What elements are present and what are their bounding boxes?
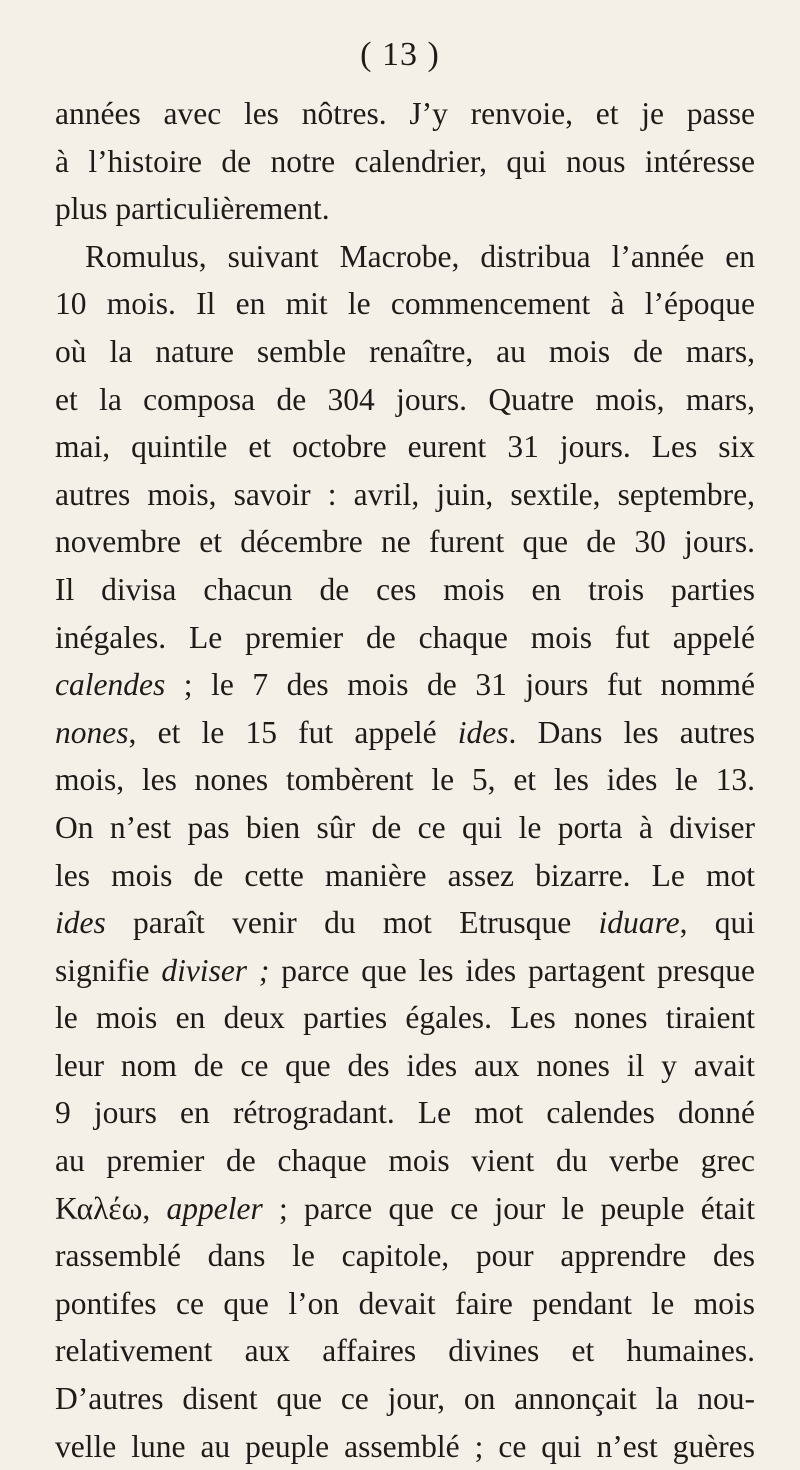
text-segment: Καλέω: [55, 1190, 143, 1226]
text-segment: rassemblé dans le capitole, pour apprendre des: [55, 1238, 755, 1274]
text-segment: On n’est pas bien sûr de ce qui le porta à diviser: [55, 809, 755, 845]
text-line: [55, 1423, 755, 1470]
text-segment: , qui: [679, 905, 755, 941]
text-segment: le mois en deux parties égales. Les nones tiraient: [55, 1000, 755, 1036]
text-segment: où la nature semble renaître, au mois de mars,: [55, 333, 755, 369]
text-line: [55, 90, 755, 138]
text-segment: mai, quintile et octobre eurent 31 jours. Les six: [55, 429, 755, 465]
text-segment: leur nom de ce que des ides aux nones il y avait: [55, 1047, 755, 1083]
italic-term: diviser ;: [161, 952, 270, 988]
text-line: [55, 1375, 755, 1423]
italic-term: ides: [457, 714, 509, 750]
text-segment: plus particulièrement.: [55, 191, 330, 227]
text-segment: inégales. Le premier de chaque mois fut appelé: [55, 619, 755, 655]
text-segment: les mois de cette manière assez bizarre. Le mot: [55, 857, 755, 893]
text-segment: D’autres disent que ce jour, on annonçait la nou-: [55, 1381, 755, 1417]
text-segment: 9 jours en rétrogradant. Le mot calendes donné: [55, 1095, 755, 1131]
text-line: [55, 566, 755, 614]
text-line: [55, 471, 755, 519]
italic-term: appeler: [166, 1190, 263, 1226]
text-segment: 10 mois. Il en mit le commencement à l’époque: [55, 286, 755, 322]
text-line: [55, 233, 755, 281]
text-segment: paraît venir du mot Etrusque: [105, 905, 599, 941]
text-line: [55, 804, 755, 852]
text-line: [55, 1185, 755, 1233]
italic-term: nones: [55, 714, 129, 750]
text-line: [55, 1042, 755, 1090]
italic-term: calendes: [55, 667, 166, 703]
text-line: [55, 185, 755, 233]
text-line: [55, 1327, 755, 1375]
text-line: [55, 1232, 755, 1280]
text-line: [55, 852, 755, 900]
text-line: [55, 518, 755, 566]
text-segment: velle lune au peuple assemblé ; ce qui n’est guères: [55, 1428, 755, 1464]
body-text: [55, 90, 755, 1470]
text-segment: à l’histoire de notre calendrier, qui nous intéresse: [55, 143, 755, 179]
text-segment: mois, les nones tombèrent le 5, et les ides le 13.: [55, 762, 755, 798]
text-line: [55, 1089, 755, 1137]
text-line: [55, 756, 755, 804]
text-segment: parce que les ides partagent presque: [269, 952, 755, 988]
text-line: [55, 899, 755, 947]
text-segment: et la composa de 304 jours. Quatre mois, mars,: [55, 381, 755, 417]
text-segment: Romulus, suivant Macrobe, distribua l’année en: [85, 238, 755, 274]
text-line: [55, 376, 755, 424]
text-segment: relativement aux affaires divines et humaines.: [55, 1333, 755, 1369]
italic-term: ides: [55, 905, 106, 941]
text-line: [55, 328, 755, 376]
text-line: [55, 994, 755, 1042]
text-line: [55, 138, 755, 186]
text-segment: . Dans les autres: [508, 714, 755, 750]
text-line: [55, 423, 755, 471]
text-segment: Il divisa chacun de ces mois en trois parties: [55, 571, 755, 607]
text-line: [55, 614, 755, 662]
text-segment: novembre et décembre ne furent que de 30 jours.: [55, 524, 755, 560]
text-segment: ; le 7 des mois de 31 jours fut nommé: [165, 667, 755, 703]
text-segment: signifie: [55, 952, 162, 988]
text-segment: années avec les nôtres. J’y renvoie, et je passe: [55, 96, 755, 131]
text-line: [55, 280, 755, 328]
text-line: [55, 709, 755, 757]
text-segment: pontifes ce que l’on devait faire pendant le mois: [55, 1285, 755, 1321]
text-line: [55, 947, 755, 995]
text-segment: ; parce que ce jour le peuple était: [262, 1190, 755, 1226]
text-segment: ,: [142, 1190, 167, 1226]
italic-term: iduare: [598, 905, 680, 941]
text-segment: au premier de chaque mois vient du verbe grec: [55, 1143, 755, 1179]
text-segment: , et le 15 fut appelé: [128, 714, 458, 750]
page-number: ( 13 ): [360, 36, 440, 73]
text-line: [55, 1280, 755, 1328]
text-segment: autres mois, savoir : avril, juin, sextile, septembre,: [55, 476, 755, 512]
text-line: [55, 661, 755, 709]
text-line: [55, 1137, 755, 1185]
